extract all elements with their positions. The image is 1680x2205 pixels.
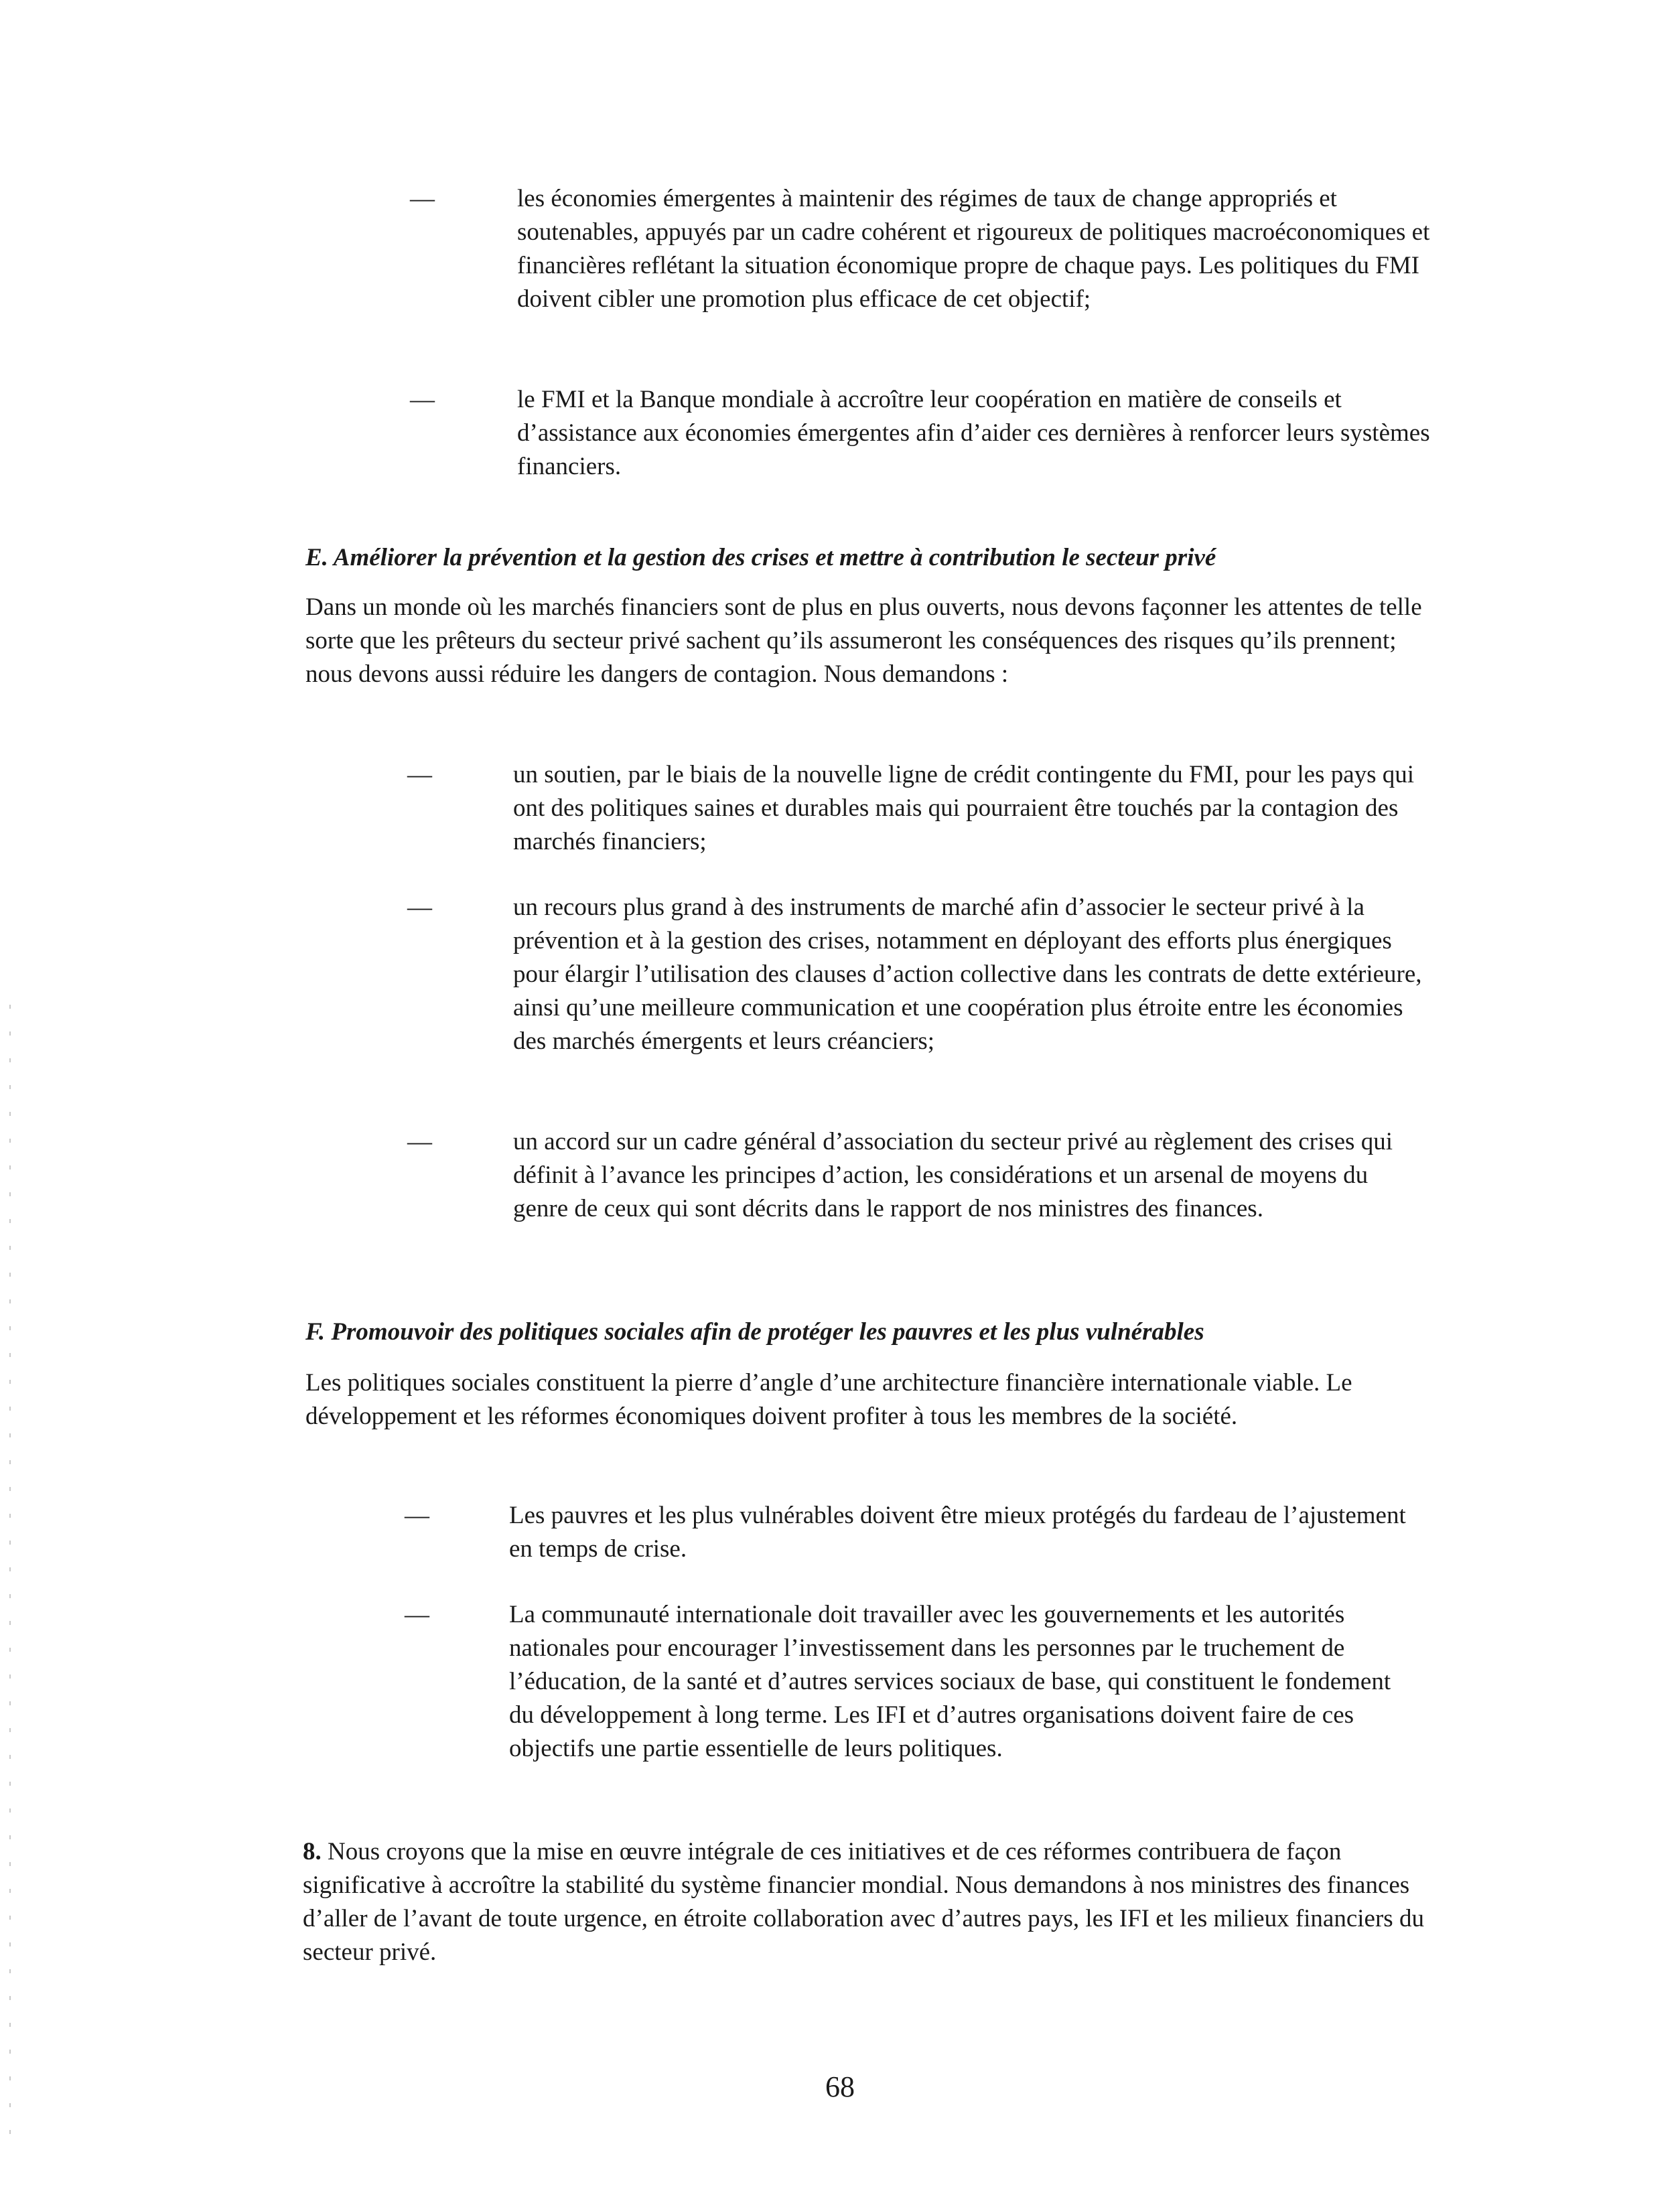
scan-margin-marks [9, 1005, 11, 2143]
section-f-intro: Les politiques sociales constituent la pierre d’angle d’une architecture financière internationale viable. Le développement et les réformes économiques doivent profiter à tous les membres de la société. [305, 1369, 1352, 1430]
bullet-dash: — [407, 761, 432, 788]
paragraph-8 [303, 1835, 1428, 1969]
section-heading-e: E. Améliorer la prévention et la gestion des crises et mettre à contribution le secteur privé [305, 544, 1216, 571]
bullet-dash: — [410, 386, 435, 413]
bullet-text: La communauté internationale doit travailler avec les gouvernements et les autorités nationales pour encourager l’investissement dans les personnes par le truchement de l’éducation, de la santé et d’autres services sociaux de base, qui constituent le fondement du développement à long terme. Les IFI et d’autres organisations doivent faire de ces objectifs une partie essentielle de leurs politiques. [509, 1601, 1391, 1762]
paragraph-8-text: Nous croyons que la mise en œuvre intégrale de ces initiatives et de ces réformes contribuera de façon significative à accroître la stabilité du système financier mondial. Nous demandons à nos ministres des finances d’aller de l’avant de toute urgence, en étroite collaboration avec d’autres pays, les IFI et les milieux financiers du secteur privé. [303, 1838, 1424, 1966]
bullet-text: les économies émergentes à maintenir des régimes de taux de change appropriés et soutenables, appuyés par un cadre cohérent et rigoureux de politiques macroéconomiques et financières reflétant la situation économique propre de chaque pays. Les politiques du FMI doivent cibler une promotion plus efficace de cet objectif; [517, 185, 1430, 313]
bullet-dash: — [405, 1502, 429, 1529]
bullet-text: un accord sur un cadre général d’association du secteur privé au règlement des crises qui définit à l’avance les principes d’action, les considérations et un arsenal de moyens du genre de ceux qui sont décrits dans le rapport de nos ministres des finances. [513, 1128, 1393, 1222]
bullet-dash: — [407, 1128, 432, 1155]
bullet-text: Les pauvres et les plus vulnérables doivent être mieux protégés du fardeau de l’ajustement en temps de crise. [509, 1502, 1406, 1563]
paragraph-number: 8. [303, 1838, 322, 1865]
bullet-text: un soutien, par le biais de la nouvelle ligne de crédit contingente du FMI, pour les pays qui ont des politiques saines et durables mais qui pourraient être touchés par la contagion des marchés financiers; [513, 761, 1415, 855]
bullet-dash: — [407, 894, 432, 921]
section-e-intro: Dans un monde où les marchés financiers sont de plus en plus ouverts, nous devons façonner les attentes de telle sorte que les prêteurs du secteur privé sachent qu’ils assumeront les conséquences des risques qu’ils prennent; nous devons aussi réduire les dangers de contagion. Nous demandons : [305, 593, 1422, 688]
bullet-dash: — [410, 185, 435, 212]
page-number: 68 [825, 2070, 855, 2103]
bullet-text: un recours plus grand à des instruments de marché afin d’associer le secteur privé à la prévention et à la gestion des crises, notamment en déployant des efforts plus énergiques pour élargir l’utilisation des clauses d’action collective dans les contrats de dette extérieure, ainsi qu’une meilleure communication et une coopération plus étroite entre les économies des marchés émergents et leurs créanciers; [513, 894, 1422, 1055]
bullet-dash: — [405, 1601, 429, 1628]
section-heading-f: F. Promouvoir des politiques sociales afin de protéger les pauvres et les plus vulnérables [305, 1318, 1204, 1346]
bullet-text: le FMI et la Banque mondiale à accroître leur coopération en matière de conseils et d’assistance aux économies émergentes afin d’aider ces dernières à renforcer leurs systèmes financiers. [517, 386, 1430, 480]
